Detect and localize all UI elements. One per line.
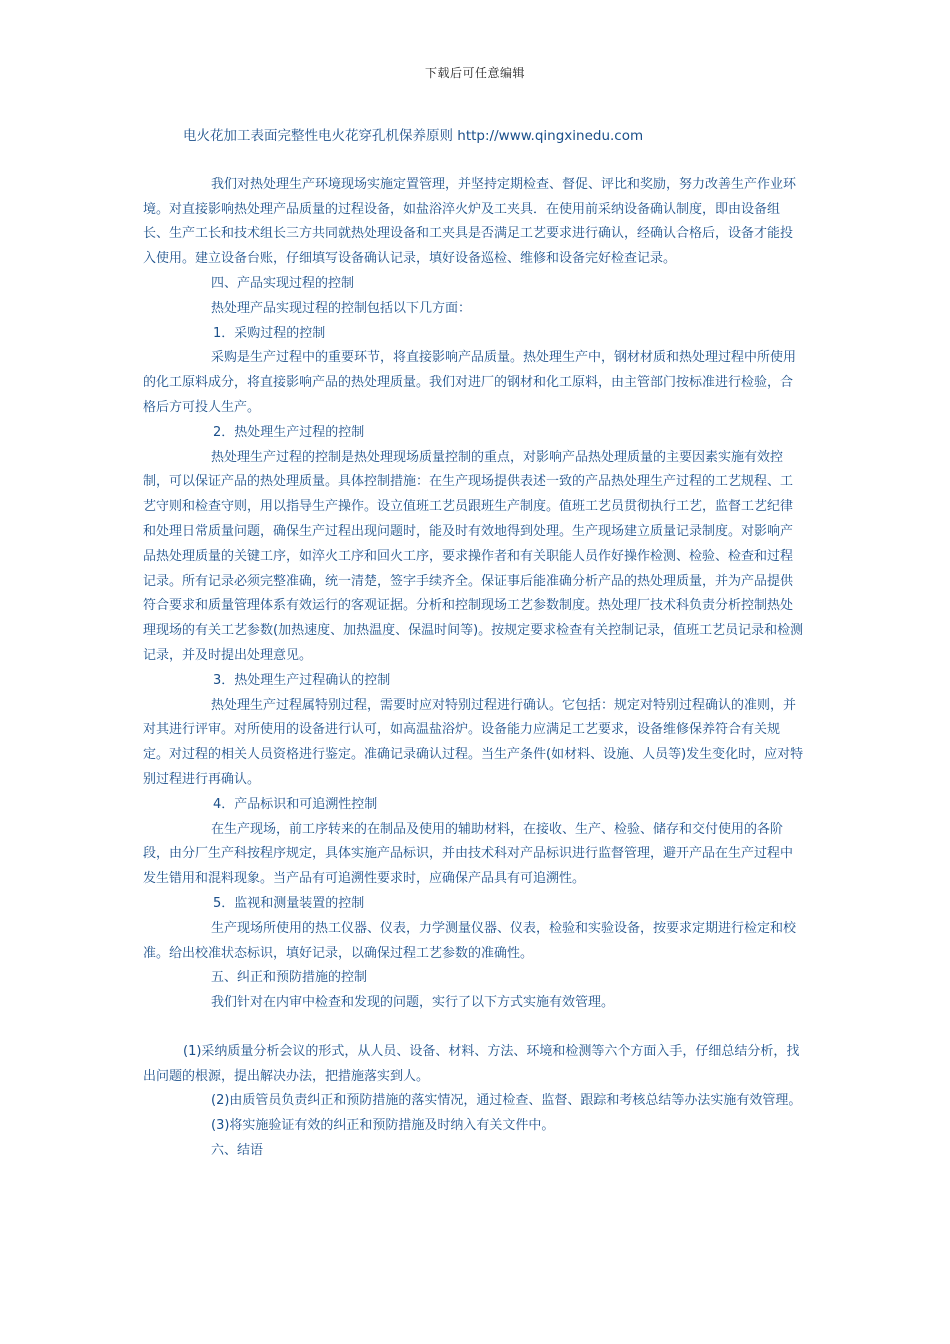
section-heading-5: 五、纠正和预防措施的控制 [211, 970, 368, 986]
document-body [143, 124, 805, 1164]
section-intro: 热处理产品实现过程的控制包括以下几方面： [211, 300, 472, 316]
list-item-1: (1)采纳质量分析会议的形式，从人员、设备、材料、方法、环境和检测等六个方面入手，仔细总结分析，找出问题的根源，提出解决办法，把措施落实到人。 [143, 1043, 800, 1084]
paragraph-measurement: 生产现场所使用的热工仪器、仪表，力学测量仪器、仪表，检验和实验设备，按要求定期进行检定和校准。给出校准状态标识，填好记录，以确保过程工艺参数的准确性。 [143, 920, 797, 961]
blank-line [143, 1016, 805, 1040]
paragraph-traceability: 在生产现场，前工序转来的在制品及使用的辅助材料，在接收、生产、检验、储存和交付使用的各阶段，由分厂生产科按程序规定，具体实施产品标识，并由技术科对产品标识进行监督管理，避开产品在生产过程中发生错用和混料现象。当产品有可追溯性要求时，应确保产品具有可追溯性。 [143, 821, 794, 887]
section-heading-6: 六、结语 [211, 1143, 264, 1159]
paragraph-production-control: 热处理生产过程的控制是热处理现场质量控制的重点，对影响产品热处理质量的主要因素实施有效控制，可以保证产品的热处理质量。具体控制措施：在生产现场提供表述一致的产品热处理生产过程的工艺规程、工艺守则和检查守则，用以指导生产操作。设立值班工艺员跟班生产制度。值班工艺员贯彻执行工艺，监督工艺纪律和处理日常质量问题，确保生产过程出现问题时，能及时有效地得到处理。生产现场建立质量记录制度。对影响产品热处理质量的关键工序，如淬火工序和回火工序，要求操作者和有关职能人员作好操作检测、检验、检查和过程记录。所有记录必须完整准确，统一清楚，签字手续齐全。保证事后能准确分析产品的热处理质量，并为产品提供符合要求和质量管理体系有效运行的客观证据。分析和控制现场工艺参数制度。热处理厂技术科负责分析控制热处理现场的有关工艺参数(加热速度、加热温度、保温时间等)。按规定要求检查有关控制记录，值班工艺员记录和检测记录，并及时提出处理意见。 [143, 449, 804, 663]
subheading-2: 2．热处理生产过程的控制 [213, 424, 365, 440]
subheading-1: 1．采购过程的控制 [213, 325, 326, 341]
list-item-3: (3)将实施验证有效的纠正和预防措施及时纳入有关文件中。 [211, 1118, 555, 1134]
subheading-4: 4．产品标识和可追溯性控制 [213, 796, 378, 812]
document-title: 电火花加工表面完整性电火花穿孔机保养原则 http://www.qingxinedu.com [183, 128, 644, 144]
paragraph-procurement: 采购是生产过程中的重要环节，将直接影响产品质量。热处理生产中，钢材材质和热处理过程中所使用的化工原料成分，将直接影响产品的热处理质量。我们对进厂的钢材和化工原料，由主管部门按标准进行检验，合格后方可投人生产。 [143, 350, 797, 415]
paragraph-audit-intro: 我们针对在内审中检查和发现的问题，实行了以下方式实施有效管理。 [211, 995, 615, 1011]
list-item-2: (2)由质管员负责纠正和预防措施的落实情况，通过检查、监督、跟踪和考核总结等办法实施有效管理。 [211, 1093, 802, 1109]
section-heading-4: 四、产品实现过程的控制 [211, 275, 355, 291]
subheading-5: 5．监视和测量装置的控制 [213, 895, 365, 911]
page-header: 下载后可任意编辑 [424, 66, 525, 80]
subheading-3: 3．热处理生产过程确认的控制 [213, 672, 391, 688]
paragraph-equipment-management: 我们对热处理生产环境现场实施定置管理，并坚持定期检查、督促、评比和奖励，努力改善生产作业环境。对直接影响热处理产品质量的过程设备，如盐浴淬火炉及工夹具．在使用前采纳设备确认制度，即由设备组长、生产工长和技术组长三方共同就热处理设备和工夹具是否满足工艺要求进行确认，经确认合格后，设备才能投入使用。建立设备台账，仔细填写设备确认记录，填好设备巡检、维修和设备完好检查记录。 [143, 176, 797, 267]
paragraph-process-validation: 热处理生产过程属特别过程，需要时应对特别过程进行确认。它包括：规定对特别过程确认的准则，并对其进行评审。对所使用的设备进行认可，如高温盐浴炉。设备能力应满足工艺要求，设备维修保养符合有关规定。对过程的相关人员资格进行鉴定。准确记录确认过程。当生产条件(如材料、设施、人员等)发生变化时，应对特别过程进行再确认。 [143, 697, 804, 787]
